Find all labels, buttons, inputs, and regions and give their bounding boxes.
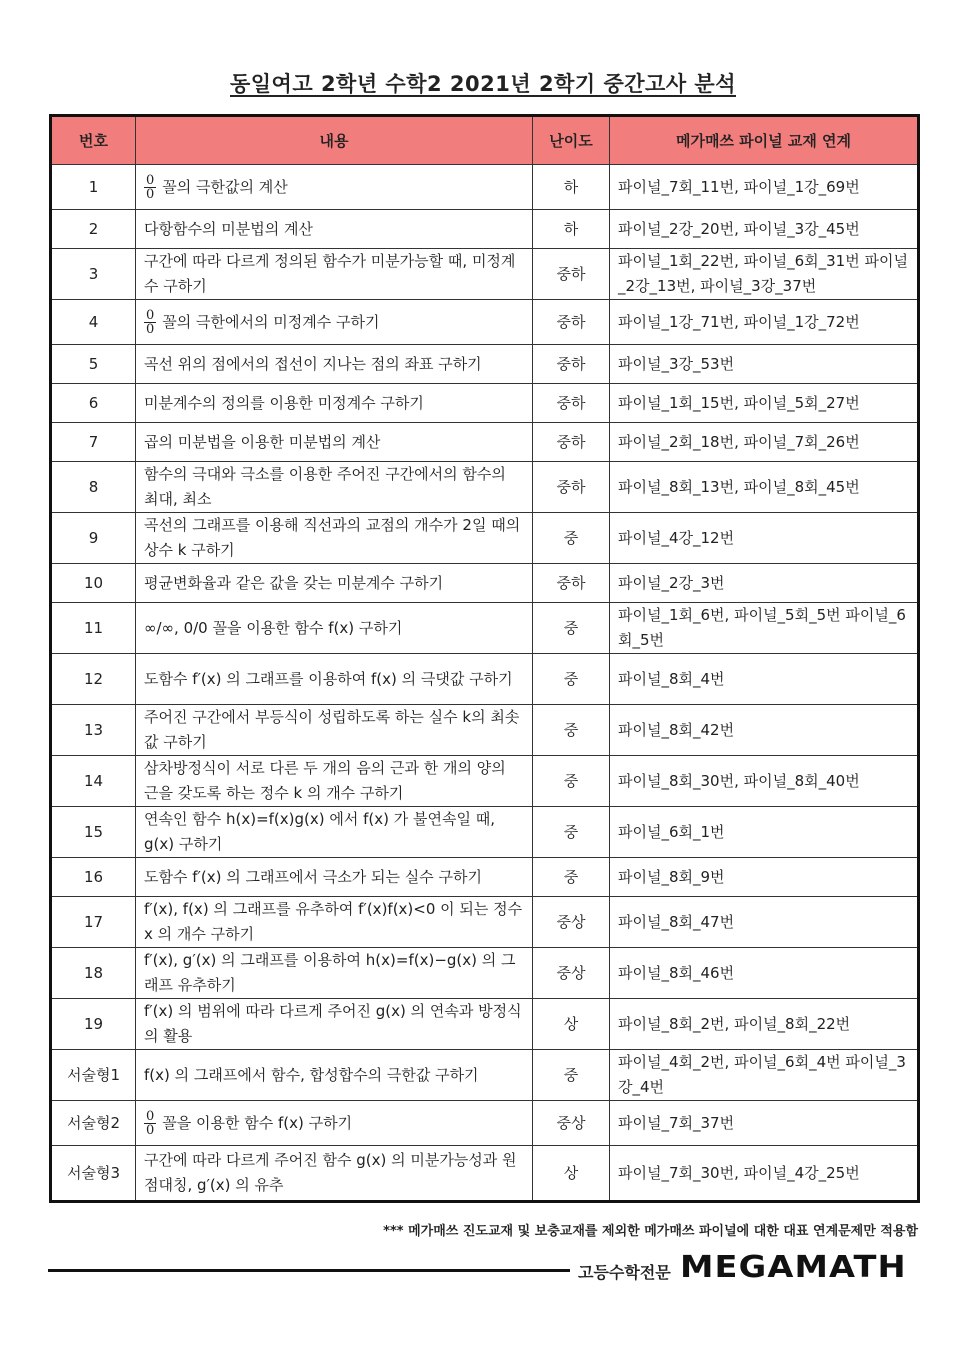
- table-row: [51, 897, 919, 948]
- fraction-numerator: 0: [146, 1108, 155, 1124]
- table-row: [51, 564, 919, 603]
- cell-difficulty: 중하: [533, 384, 610, 423]
- cell-no: 2: [51, 210, 136, 249]
- cell-difficulty: 중: [533, 807, 610, 858]
- table-row: [51, 300, 919, 345]
- cell-content: [136, 1050, 533, 1101]
- cell-link: 파이널_4회_2번, 파이널_6회_4번 파이널_3강_4번: [610, 1050, 919, 1101]
- cell-no: 10: [51, 564, 136, 603]
- fraction-denominator: 0: [146, 1122, 155, 1138]
- table-row: [51, 513, 919, 564]
- fraction-zero-over-zero: [144, 174, 156, 201]
- cell-content: [136, 807, 533, 858]
- cell-difficulty: 중하: [533, 423, 610, 462]
- cell-content: [136, 948, 533, 999]
- fraction-numerator: 0: [146, 172, 155, 188]
- cell-no: 19: [51, 999, 136, 1050]
- cell-difficulty: 중: [533, 513, 610, 564]
- content-text: 곡선 위의 점에서의 접선이 지나는 점의 좌표 구하기: [144, 354, 482, 373]
- table-row: [51, 756, 919, 807]
- table-row: [51, 1101, 919, 1146]
- content-text: f′(x) 의 범위에 따라 다르게 주어진 g(x) 의 연속과 방정식의 활용: [144, 1002, 522, 1045]
- cell-link: 파이널_8회_30번, 파이널_8회_40번: [610, 756, 919, 807]
- table-row: [51, 345, 919, 384]
- footer-subtitle: 고등수학전문: [578, 1263, 671, 1282]
- content-text: 도함수 f′(x) 의 그래프를 이용하여 f(x) 의 극댓값 구하기: [144, 669, 513, 688]
- content-text: 주어진 구간에서 부등식이 성립하도록 하는 실수 k의 최솟값 구하기: [144, 708, 520, 751]
- header-content: 내용: [136, 116, 533, 165]
- cell-no: 13: [51, 705, 136, 756]
- content-text: 도함수 f′(x) 의 그래프에서 극소가 되는 실수 구하기: [144, 867, 482, 886]
- cell-link: 파이널_6회_1번: [610, 807, 919, 858]
- cell-link: 파이널_1회_22번, 파이널_6회_31번 파이널_2강_13번, 파이널_3강_37번: [610, 249, 919, 300]
- table-row: [51, 1050, 919, 1101]
- cell-content: [136, 654, 533, 705]
- cell-difficulty: 중상: [533, 948, 610, 999]
- content-text: 평균변화율과 같은 값을 갖는 미분계수 구하기: [144, 573, 444, 592]
- table-row: [51, 807, 919, 858]
- cell-difficulty: 상: [533, 1146, 610, 1202]
- cell-difficulty: 중상: [533, 897, 610, 948]
- cell-link: 파이널_8회_42번: [610, 705, 919, 756]
- table-row: [51, 705, 919, 756]
- fraction-numerator: 0: [146, 307, 155, 323]
- cell-content: [136, 858, 533, 897]
- table-row: [51, 423, 919, 462]
- cell-no: 1: [51, 165, 136, 210]
- cell-link: 파이널_7회_37번: [610, 1101, 919, 1146]
- cell-difficulty: 중하: [533, 345, 610, 384]
- page-title: 동일여고 2학년 수학2 2021년 2학기 중간고사 분석: [229, 72, 736, 96]
- cell-difficulty: 중: [533, 756, 610, 807]
- header-link: 메가매쓰 파이널 교재 연계: [610, 116, 919, 165]
- cell-content: [136, 300, 533, 345]
- cell-no: 7: [51, 423, 136, 462]
- table-row: [51, 165, 919, 210]
- cell-no: 4: [51, 300, 136, 345]
- cell-link: 파이널_1회_15번, 파이널_5회_27번: [610, 384, 919, 423]
- header-no: 번호: [51, 116, 136, 165]
- cell-link: 파이널_8회_47번: [610, 897, 919, 948]
- cell-content: [136, 603, 533, 654]
- cell-no: 12: [51, 654, 136, 705]
- cell-no: 17: [51, 897, 136, 948]
- table-row: [51, 210, 919, 249]
- table-row: [51, 384, 919, 423]
- cell-difficulty: 하: [533, 210, 610, 249]
- cell-link: 파이널_2회_18번, 파이널_7회_26번: [610, 423, 919, 462]
- cell-content: [136, 756, 533, 807]
- cell-content: [136, 249, 533, 300]
- cell-content: [136, 1146, 533, 1202]
- fraction-zero-over-zero: [144, 309, 156, 336]
- megamath-logo: MEGAMATH: [680, 1250, 907, 1285]
- cell-link: 파이널_1강_71번, 파이널_1강_72번: [610, 300, 919, 345]
- content-text: 구간에 따라 다르게 정의된 함수가 미분가능할 때, 미정계수 구하기: [144, 252, 516, 295]
- cell-difficulty: 중하: [533, 564, 610, 603]
- cell-no: 서술형2: [51, 1101, 136, 1146]
- cell-difficulty: 중상: [533, 1101, 610, 1146]
- cell-content: [136, 999, 533, 1050]
- cell-link: 파이널_4강_12번: [610, 513, 919, 564]
- table-row: [51, 654, 919, 705]
- cell-content: [136, 210, 533, 249]
- table-row: [51, 858, 919, 897]
- table-row: [51, 948, 919, 999]
- cell-no: 16: [51, 858, 136, 897]
- cell-no: 18: [51, 948, 136, 999]
- cell-difficulty: 중: [533, 705, 610, 756]
- table-row: [51, 1146, 919, 1202]
- content-text: f′(x), f(x) 의 그래프를 유추하여 f′(x)f(x)<0 이 되는 정수 x 의 개수 구하기: [144, 900, 523, 943]
- cell-no: 서술형3: [51, 1146, 136, 1202]
- content-text: 구간에 따라 다르게 주어진 함수 g(x) 의 미분가능성과 원점대칭, g′(x) 의 유추: [144, 1151, 517, 1194]
- content-text: 미분계수의 정의를 이용한 미정계수 구하기: [144, 393, 424, 412]
- fraction-denominator: 0: [146, 321, 155, 337]
- table-header-row: [51, 116, 919, 165]
- cell-link: 파이널_8회_9번: [610, 858, 919, 897]
- footnote: *** 메가매쓰 진도교재 및 보충교재를 제외한 메가매쓰 파이널에 대한 대표 연계문제만 적용함: [383, 1224, 918, 1239]
- content-text: 꼴을 이용한 함수 f(x) 구하기: [162, 1113, 353, 1132]
- cell-no: 15: [51, 807, 136, 858]
- cell-no: 8: [51, 462, 136, 513]
- cell-no: 서술형1: [51, 1050, 136, 1101]
- fraction-denominator: 0: [146, 186, 155, 202]
- content-text: ∞/∞, 0/0 꼴을 이용한 함수 f(x) 구하기: [144, 618, 403, 637]
- cell-content: [136, 345, 533, 384]
- cell-content: [136, 897, 533, 948]
- cell-link: 파이널_8회_13번, 파이널_8회_45번: [610, 462, 919, 513]
- footer-divider: [48, 1269, 570, 1272]
- cell-content: [136, 1101, 533, 1146]
- table-row: [51, 999, 919, 1050]
- fraction-zero-over-zero: [144, 1110, 156, 1137]
- content-text: 함수의 극대와 극소를 이용한 주어진 구간에서의 함수의 최대, 최소: [144, 465, 506, 508]
- cell-difficulty: 중: [533, 858, 610, 897]
- cell-difficulty: 중하: [533, 249, 610, 300]
- cell-no: 3: [51, 249, 136, 300]
- cell-link: 파이널_8회_4번: [610, 654, 919, 705]
- cell-content: [136, 165, 533, 210]
- cell-link: 파이널_7회_30번, 파이널_4강_25번: [610, 1146, 919, 1202]
- cell-link: 파이널_3강_53번: [610, 345, 919, 384]
- cell-difficulty: 중: [533, 654, 610, 705]
- content-text: 꼴의 극한값의 계산: [162, 177, 288, 196]
- table-row: [51, 603, 919, 654]
- header-difficulty: 난이도: [533, 116, 610, 165]
- cell-content: [136, 564, 533, 603]
- table-row: [51, 462, 919, 513]
- cell-no: 9: [51, 513, 136, 564]
- cell-link: 파이널_8회_46번: [610, 948, 919, 999]
- cell-difficulty: 중하: [533, 300, 610, 345]
- analysis-table: [49, 114, 920, 1203]
- cell-link: 파이널_8회_2번, 파이널_8회_22번: [610, 999, 919, 1050]
- content-text: 삼차방정식이 서로 다른 두 개의 음의 근과 한 개의 양의 근을 갖도록 하는 정수 k 의 개수 구하기: [144, 759, 506, 802]
- content-text: f(x) 의 그래프에서 함수, 합성합수의 극한값 구하기: [144, 1065, 479, 1084]
- cell-no: 5: [51, 345, 136, 384]
- cell-link: 파이널_2강_20번, 파이널_3강_45번: [610, 210, 919, 249]
- content-text: f′(x), g′(x) 의 그래프를 이용하여 h(x)=f(x)−g(x) 의 그래프 유추하기: [144, 951, 516, 994]
- cell-difficulty: 상: [533, 999, 610, 1050]
- table-row: [51, 249, 919, 300]
- content-text: 곡선의 그래프를 이용해 직선과의 교점의 개수가 2일 때의 상수 k 구하기: [144, 516, 521, 559]
- cell-link: 파이널_7회_11번, 파이널_1강_69번: [610, 165, 919, 210]
- cell-difficulty: 중하: [533, 462, 610, 513]
- cell-no: 14: [51, 756, 136, 807]
- cell-no: 11: [51, 603, 136, 654]
- cell-difficulty: 중: [533, 1050, 610, 1101]
- cell-content: [136, 513, 533, 564]
- content-text: 곱의 미분법을 이용한 미분법의 계산: [144, 432, 381, 451]
- content-text: 다항함수의 미분법의 계산: [144, 219, 313, 238]
- cell-no: 6: [51, 384, 136, 423]
- cell-content: [136, 705, 533, 756]
- cell-difficulty: 하: [533, 165, 610, 210]
- table-body: [51, 165, 919, 1202]
- content-text: 꼴의 극한에서의 미정계수 구하기: [162, 312, 380, 331]
- cell-link: 파이널_2강_3번: [610, 564, 919, 603]
- cell-content: [136, 384, 533, 423]
- cell-content: [136, 462, 533, 513]
- cell-content: [136, 423, 533, 462]
- cell-difficulty: 중: [533, 603, 610, 654]
- cell-link: 파이널_1회_6번, 파이널_5회_5번 파이널_6회_5번: [610, 603, 919, 654]
- content-text: 연속인 함수 h(x)=f(x)g(x) 에서 f(x) 가 불연속일 때, g(x) 구하기: [144, 810, 495, 853]
